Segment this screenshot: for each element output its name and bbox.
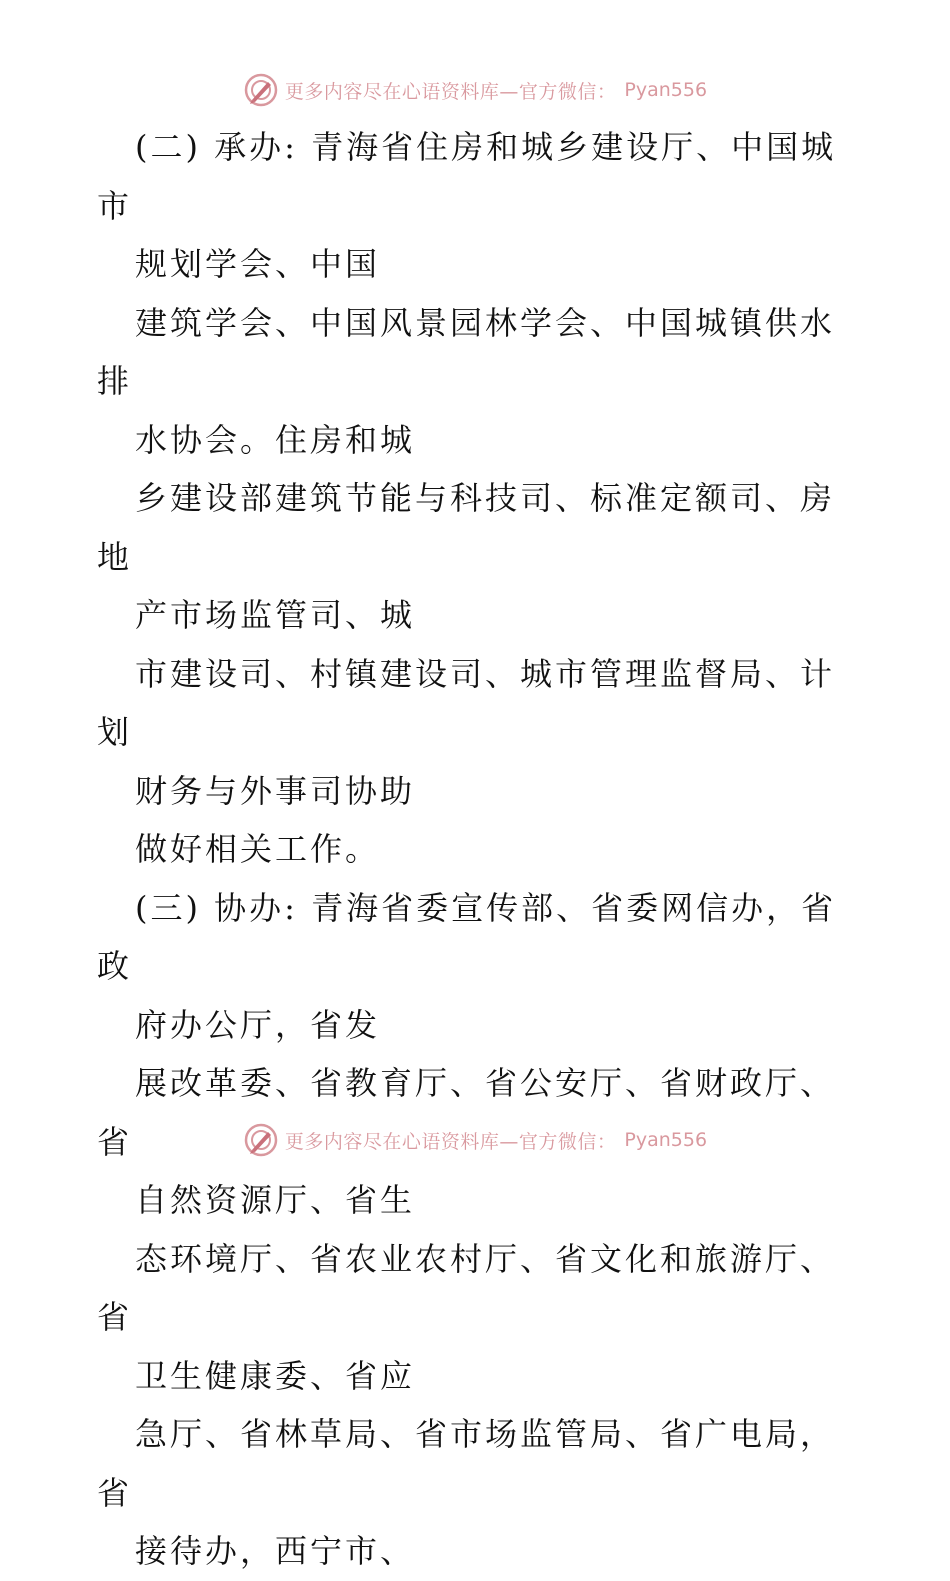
watermark-text: 更多内容尽在心语资料库—官方微信： [284,1130,617,1153]
paragraph: (二) 承办: 青海省住房和城乡建设厅、中国城市 [97,128,837,225]
paragraph: 产市场监管司、城 [135,596,416,634]
paragraph: 急厅、省林草局、省市场监管局、省广电局，省 [97,1415,836,1512]
paragraph: 展改革委、省教育厅、省公安厅、省财政厅、省 [97,1064,836,1161]
watermark-wechat-id: Pyan556 [624,1129,708,1151]
paragraph: 卫生健康委、省应 [135,1356,416,1395]
paragraph: 接待办，西宁市、 [135,1532,416,1570]
paragraph: 市建设司、村镇建设司、城市管理监督局、计划 [97,654,836,751]
document-body [97,118,857,1581]
paragraph: 态环境厅、省农业农村厅、省文化和旅游厅、省 [97,1239,836,1336]
paragraph: (三) 协办: 青海省委宣传部、省委网信办，省政 [97,888,837,985]
paragraph: 府办公厅，省发 [135,1005,381,1044]
footer-watermark [0,1120,950,1160]
paragraph: 自然资源厅、省生 [135,1181,416,1219]
watermark-wechat-id: Pyan556 [624,79,708,101]
pen-logo-icon [243,1122,279,1158]
header-watermark [0,70,950,110]
paragraph: 财务与外事司协助 [135,771,416,810]
paragraph: 乡建设部建筑节能与科技司、标准定额司、房地 [97,479,836,576]
pen-logo-icon [243,72,279,108]
paragraph: 做好相关工作。 [135,830,381,868]
paragraph: 规划学会、中国 [135,245,381,283]
watermark-text: 更多内容尽在心语资料库—官方微信： [284,80,617,103]
paragraph: 建筑学会、中国风景园林学会、中国城镇供水排 [97,303,836,400]
paragraph: 水协会。住房和城 [135,420,416,459]
